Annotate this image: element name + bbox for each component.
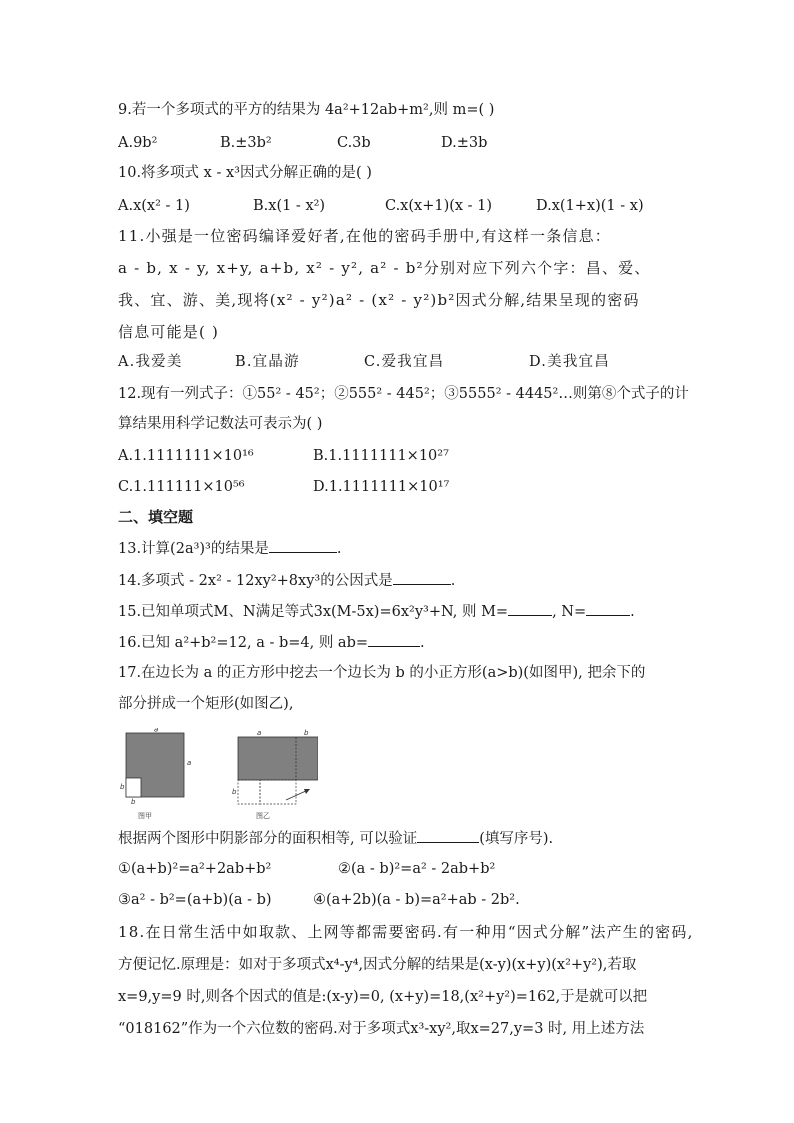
q13-end: . (336, 541, 342, 557)
q17-line-1: 17.在边长为 a 的正方形中挖去一个边长为 b 的小正方形(a>b)(如图甲), 把余下的 (118, 665, 646, 681)
q11-line-4: 信息可能是( ) (118, 323, 220, 341)
q15-end: . (630, 604, 635, 620)
q17-line-2: 部分拼成一个矩形(如图乙), (118, 696, 294, 712)
q15-answer-blank-m (508, 601, 552, 616)
figure-yi-label-b-left: b (232, 788, 237, 796)
q10-option-c: C.x(x+1)(x - 1) (385, 198, 493, 214)
figure-yi-label-a: a (257, 729, 262, 737)
q16 (118, 632, 425, 653)
q17-option-2: ②(a - b)²=a² - 2ab+b² (338, 861, 496, 877)
q11-option-d: D.美我宜昌 (529, 354, 610, 370)
q13-text: 13.计算(2a³)³的结果是 (118, 541, 269, 557)
q18-line-1: 18.在日常生活中如取款、上网等都需要密码.有一种用“因式分解”法产生的密码, (118, 923, 694, 941)
q18-line-2: 方便记忆.原理是：如对于多项式x⁴-y⁴,因式分解的结果是(x-y)(x+y)(x²+y²),若取 (118, 957, 637, 973)
q16-text: 16.已知 a²+b²=12, a - b=4, 则 ab= (118, 635, 369, 651)
q9-option-b: B.±3b² (220, 135, 272, 151)
q11-option-b: B.宜晶游 (235, 354, 300, 370)
q10-option-d: D.x(1+x)(1 - x) (536, 198, 644, 214)
q17-answer-blank (417, 828, 479, 843)
figure-yi-arrow-shaft (286, 790, 308, 800)
q14-answer-blank (393, 570, 451, 585)
q17-figure (118, 728, 318, 826)
q12-option-d: D.1.1111111×10¹⁷ (313, 479, 450, 495)
figure-yi-caption: 图乙 (256, 812, 270, 820)
q15-answer-blank-n (586, 601, 630, 616)
q9-option-d: D.±3b (441, 135, 488, 151)
q11-option-c: C.爱我宜昌 (364, 354, 445, 370)
q15-text: 15.已知单项式M、N满足等式3x(M-5x)=6x²y³+N, 则 M= (118, 604, 509, 620)
figure-jia-label-a-top: a (154, 728, 159, 734)
q11-line-1: 11.小强是一位密码编译爱好者,在他的密码手册中,有这样一条信息： (118, 227, 611, 245)
section-heading-fill-in: 二、填空题 (118, 508, 194, 526)
q14-text: 14.多项式 - 2x² - 12xy²+8xy³的公因式是 (118, 573, 393, 589)
q13 (118, 538, 341, 559)
q12-line-1: 12.现有一列式子：①55² - 45²；②555² - 445²；③5555² - 4445²…则第⑧个式子的计 (118, 386, 689, 402)
q17-line-3 (118, 828, 553, 849)
q17-option-4: ④(a+2b)(a - b)=a²+ab - 2b². (313, 892, 520, 908)
q14 (118, 570, 455, 591)
figure-jia-caption: 图甲 (138, 812, 152, 820)
q10-option-a: A.x(x² - 1) (118, 198, 190, 214)
q14-end: . (450, 573, 456, 589)
q13-answer-blank (269, 538, 337, 553)
q15-mid: , N= (552, 604, 587, 620)
q18-line-4: “018162”作为一个六位数的密码.对于多项式x³-xy²,取x=27,y=3 时, 用上述方法 (118, 1021, 645, 1037)
q11-line-2: a - b, x - y, x+y, a+b, x² - y², a² - b²分别对应下列六个字：昌、爱、 (118, 259, 651, 277)
q12-line-2: 算结果用科学记数法可表示为( ) (118, 416, 323, 432)
q10-stem: 10.将多项式 x - x³因式分解正确的是( ) (118, 165, 372, 181)
figure-jia-label-b-bottom: b (131, 798, 136, 806)
q12-option-a: A.1.1111111×10¹⁶ (118, 448, 254, 464)
figure-jia-label-b-left: b (120, 783, 125, 791)
q9-stem: 9.若一个多项式的平方的结果为 4a²+12ab+m²,则 m=( ) (118, 102, 495, 118)
q17-option-3: ③a² - b²=(a+b)(a - b) (118, 892, 272, 908)
q11-line-3: 我、宜、游、美,现将(x² - y²)a² - (x² - y²)b²因式分解,结果呈现的密码 (118, 291, 640, 309)
q17-question-text: 根据两个图形中阴影部分的面积相等, 可以验证 (118, 831, 418, 847)
q12-option-b: B.1.1111111×10²⁷ (313, 448, 449, 464)
q9-option-c: C.3b (337, 135, 371, 151)
q18-line-3: x=9,y=9 时,则各个因式的值是:(x-y)=0, (x+y)=18,(x²+y²)=162,于是就可以把 (118, 989, 648, 1005)
q17-question-end: (填写序号). (479, 831, 554, 847)
q9-option-a: A.9b² (118, 135, 158, 151)
q17-option-1: ①(a+b)²=a²+2ab+b² (118, 861, 272, 877)
figure-yi-label-b-top: b (304, 729, 309, 737)
figure-yi-dashed-right (260, 780, 296, 804)
q16-answer-blank (368, 632, 420, 647)
q16-end: . (420, 635, 425, 651)
figure-yi-dashed-left (238, 780, 260, 804)
q15 (118, 601, 635, 622)
figure-jia-label-a-right: a (187, 759, 192, 767)
figure-yi-rectangle (238, 737, 318, 780)
q12-option-c: C.1.111111×10⁵⁶ (118, 479, 245, 495)
figure-jia-small-square (126, 778, 141, 797)
q11-option-a: A.我爱美 (118, 354, 183, 370)
q10-option-b: B.x(1 - x²) (253, 198, 326, 214)
